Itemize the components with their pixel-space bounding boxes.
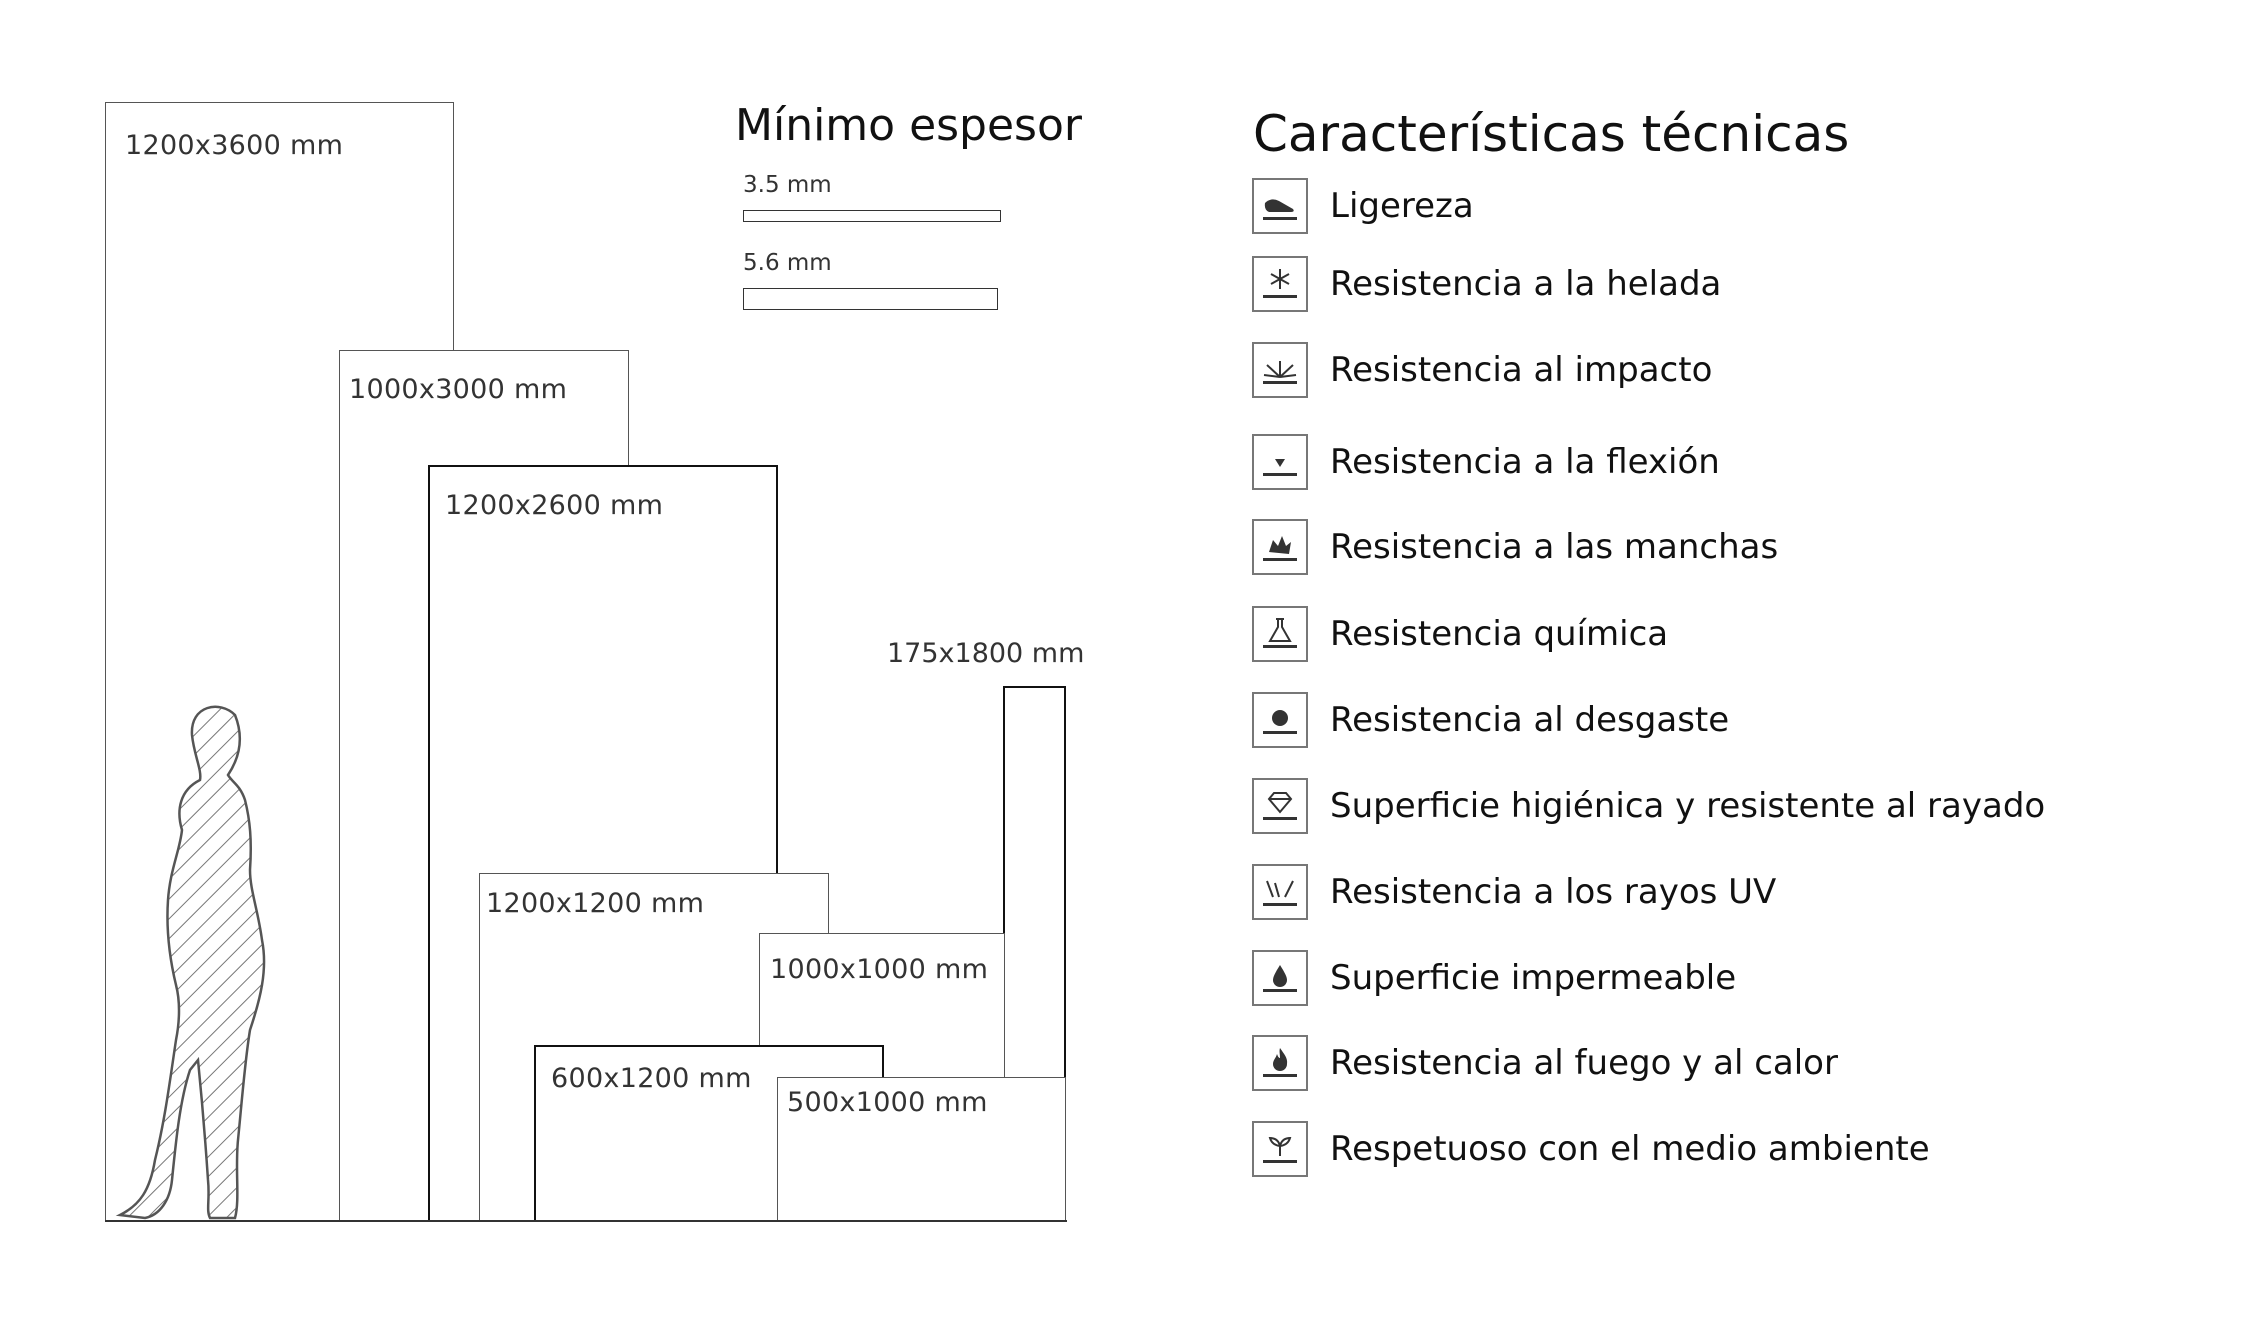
feature-item-stains: [1252, 517, 1778, 577]
feature-label: Superficie impermeable: [1330, 958, 1737, 998]
feature-label: Resistencia al desgaste: [1330, 700, 1730, 740]
lightness-icon: [1252, 178, 1308, 234]
drop-icon: [1252, 950, 1308, 1006]
feature-item-chemical: [1252, 604, 1668, 664]
feature-item-fire: [1252, 1033, 1838, 1093]
feature-label: Respetuoso con el medio ambiente: [1330, 1129, 1930, 1169]
feature-label: Resistencia al impacto: [1330, 350, 1713, 390]
feature-item-lightness: [1252, 176, 1474, 236]
flexion-icon: [1252, 434, 1308, 490]
panel-label-1200x2600: 1200x2600 mm: [445, 490, 664, 521]
wear-icon: [1252, 692, 1308, 748]
impact-icon: [1252, 342, 1308, 398]
feature-label: Resistencia química: [1330, 614, 1669, 654]
flask-icon: [1252, 606, 1308, 662]
flame-icon: [1252, 1035, 1308, 1091]
thickness-bar-3-5: [743, 210, 1001, 222]
feature-label: Ligereza: [1330, 186, 1474, 226]
feature-item-hygienic: [1252, 776, 2045, 836]
human-silhouette: [110, 700, 270, 1220]
feature-item-wear: [1252, 690, 1729, 750]
feature-item-flexion: [1252, 432, 1720, 492]
thickness-label-3-5: 3.5 mm: [743, 172, 832, 198]
panel-label-600x1200: 600x1200 mm: [551, 1063, 752, 1094]
stain-icon: [1252, 519, 1308, 575]
feature-label: Resistencia a la helada: [1330, 264, 1722, 304]
uv-icon: [1252, 864, 1308, 920]
feature-item-eco: [1252, 1119, 1930, 1179]
feature-label: Resistencia a las manchas: [1330, 527, 1779, 567]
panel-label-1200x1200: 1200x1200 mm: [486, 888, 705, 919]
snowflake-icon: [1252, 256, 1308, 312]
feature-label: Resistencia al fuego y al calor: [1330, 1043, 1838, 1083]
feature-item-uv: [1252, 862, 1776, 922]
ground-line: [105, 1220, 1067, 1222]
sprout-icon: [1252, 1121, 1308, 1177]
feature-label: Resistencia a los rayos UV: [1330, 872, 1777, 912]
panel-label-175x1800: 175x1800 mm: [887, 638, 1085, 669]
diamond-icon: [1252, 778, 1308, 834]
feature-label: Superficie higiénica y resistente al rayado: [1330, 786, 2046, 826]
human-silhouette-outline: [120, 707, 264, 1218]
panel-label-1200x3600: 1200x3600 mm: [125, 130, 344, 161]
feature-label: Resistencia a la flexión: [1330, 442, 1720, 482]
thickness-title: Mínimo espesor: [735, 100, 1082, 151]
feature-item-waterproof: [1252, 948, 1736, 1008]
features-title: Características técnicas: [1253, 105, 1850, 163]
thickness-bar-5-6: [743, 288, 998, 310]
panel-label-1000x3000: 1000x3000 mm: [349, 374, 568, 405]
feature-item-frost: [1252, 254, 1721, 314]
panel-label-500x1000: 500x1000 mm: [787, 1087, 988, 1118]
feature-item-impact: [1252, 340, 1712, 400]
thickness-label-5-6: 5.6 mm: [743, 250, 832, 276]
panel-label-1000x1000: 1000x1000 mm: [770, 954, 989, 985]
